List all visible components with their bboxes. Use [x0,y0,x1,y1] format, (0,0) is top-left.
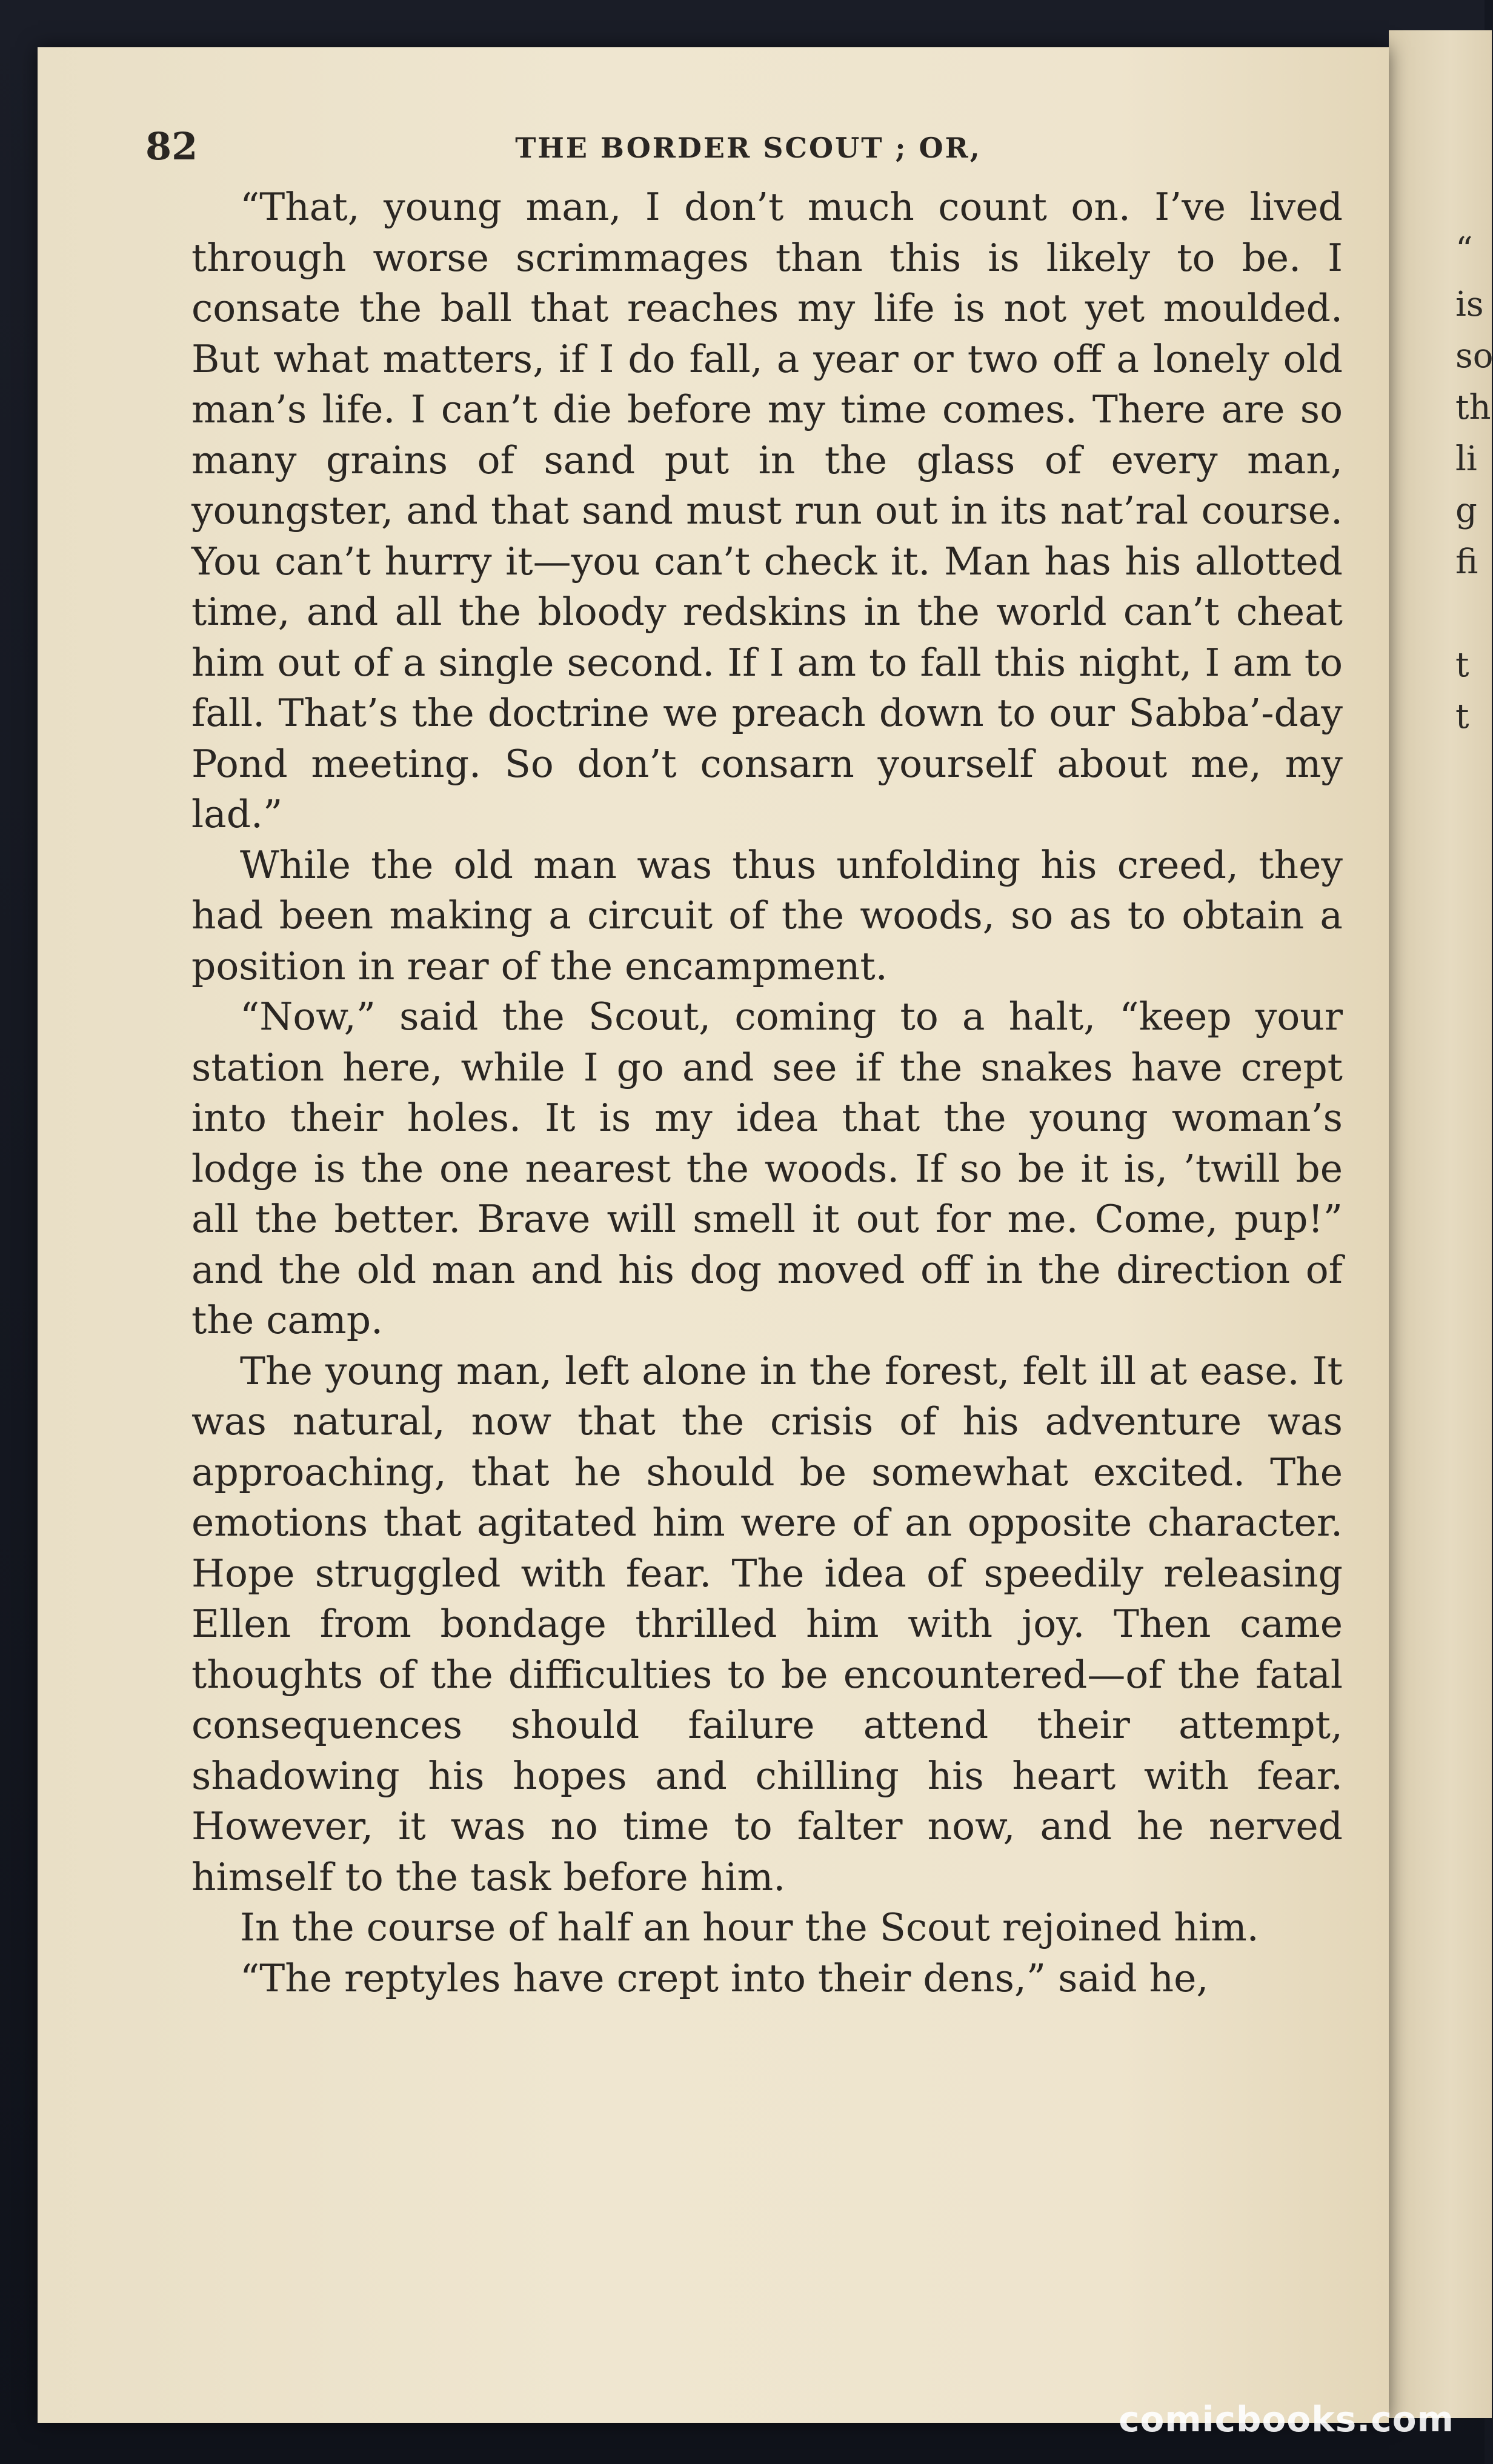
page-header [145,124,1351,173]
paragraph: In the course of half an hour the Scout rejoined him. [240,1905,1259,1950]
facing-page-fragment: li [1455,439,1477,479]
paragraph: The young man, left alone in the forest, felt ill at ease. It was natural, now that the crisis of his adventure was approaching, that he should be somewhat excited. The emotions that agitated him were of an opposite character. Hope struggled with fear. The idea of speedily releasing Ellen from bondage thrilled him with joy. Then came thoughts of the difficulties to be encountered—of the fatal consequences should failure attend their attempt, shadowing his hopes and chilling his heart with fear. However, it was no time to falter now, and he nerved himself to the task before him. [191,1348,1343,1899]
facing-page-fragment: t [1455,697,1469,736]
facing-page-edge [1389,30,1492,2418]
facing-page-fragment: fi [1455,542,1478,582]
running-title: THE BORDER SCOUT ; OR, [515,132,982,164]
page-number: 82 [145,124,198,168]
facing-page-fragment: is [1455,285,1484,324]
facing-page-fragment: t [1455,645,1469,685]
body-text [191,182,1343,2003]
facing-page-fragment: g [1455,491,1477,530]
watermark: comicbooks.com [1119,2399,1454,2440]
paragraph: “The reptyles have crept into their dens,” said he, [240,1956,1209,2000]
facing-page-fragment: “ [1455,230,1473,270]
paragraph: “Now,” said the Scout, coming to a halt, “keep your station here, while I go and see if the snakes have crept into their holes. It is my idea that the young woman’s lodge is the one nearest the woods. If so be it is, ’twill be all the better. Brave will smell it out for me. Come, pup!” and the old man and his dog moved off in the direction of the camp. [191,994,1343,1342]
paragraph: While the old man was thus unfolding his creed, they had been making a circuit of the woods, so as to obtain a position in rear of the encampment. [191,842,1343,988]
facing-page-fragment: th [1455,388,1491,427]
facing-page-fragment: so [1455,336,1493,376]
paragraph: “That, young man, I don’t much count on. I’ve lived through worse scrimmages than this is likely to be. I consate the ball that reaches my life is not yet moulded. But what matters, if I do fall, a year or two off a lonely old man’s life. I can’t die before my time comes. There are so many grains of sand put in the glass of every man, youngster, and that sand must run out in its nat’ral course. You can’t hurry it—you can’t check it. Man has his allotted time, and all the bloody redskins in the world can’t cheat him out of a single second. If I am to fall this night, I am to fall. That’s the doctrine we preach down to our Sabba’-day Pond meeting. So don’t consarn yourself about me, my lad.” [191,185,1343,836]
